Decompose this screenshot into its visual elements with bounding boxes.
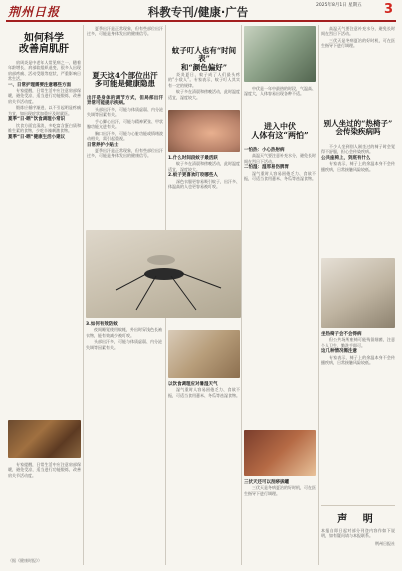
food-photo <box>8 420 81 458</box>
article-4-title-line2: 人体有这“两怕” <box>251 129 309 140</box>
article-3-subhead: 3.如何有效防蚊 <box>86 322 118 327</box>
article-2-para: 手心脚心出汗，可能与精神紧张、甲状腺功能亢进有关。 <box>87 118 163 129</box>
article-5-title-line2: 会传染疾病吗 <box>335 127 381 137</box>
article-2-para: 头部出汗多，可能与体质虚弱、内分泌失调等因素有关。 <box>86 339 162 350</box>
article-3-para: 炎炎夏日，蚊子成了人们最头疼的“小敌人”。专家表示，蚊子叮人其实有一定的规律。 <box>168 72 240 88</box>
notice-title: 声 明 <box>337 514 379 525</box>
article-5-para: 但公共场所座椅可能残留细菌，注意个人卫生、勤洗手即可。 <box>321 337 395 348</box>
article-3-subhead: 2.蚊子更喜欢叮咬哪些人 <box>168 173 218 179</box>
skin-bite-photo <box>168 110 240 152</box>
article-3-subhead: 1.什么时间段蚊子最活跃 <box>168 156 218 161</box>
article-4-subhead: 三伏天还可以刮痧拔罐 <box>244 480 289 485</box>
article-1-para: 肩周炎是中老年人常见病之一，随着年龄增长，肩部软组织退变，很多人出现肩部疼痛、活动受限等症状，严重影响日常生活。 <box>8 60 81 81</box>
article-3-title-line1: 蚊子叮人也有“时间表” <box>171 46 237 64</box>
article-4-para: 高温天气要注意补充水分，避免长时间在烈日下活动。 <box>244 153 316 164</box>
notice-credit: 荆州日报社 <box>375 540 395 546</box>
article-5-para: 高温天气要注意补充水分，避免长时间在烈日下活动。 <box>321 26 395 37</box>
article-5-body <box>321 144 395 173</box>
article-4-headline <box>244 122 316 140</box>
article-4-subhead: 以饮食调理应对暑湿天气 <box>168 382 218 387</box>
article-3-headline <box>168 47 240 72</box>
article-1-para: 专家提醒，日常生活中应注意肩部保暖，避免受凉，适当进行功能锻炼，改善肩关节活动度。 <box>8 462 81 478</box>
article-4-title-line1: 进入中伏 <box>264 121 296 131</box>
column-divider <box>318 25 319 565</box>
article-5-lead <box>321 26 395 50</box>
article-4-subhead: 二怕湿：湿邪易伤脾胃 <box>244 165 289 171</box>
mosquito-illustration <box>86 230 241 318</box>
article-3-para: 蚊子多在清晨和傍晚活动，此时温度适宜，湿度较大。 <box>168 161 240 172</box>
newspaper-logo: 荆州日报 <box>8 5 61 19</box>
article-5-title-line1: 别人坐过的“热椅子” <box>323 119 393 128</box>
summer-photo <box>244 26 316 82</box>
article-2-lead <box>87 26 163 38</box>
article-4-continued <box>168 382 240 399</box>
article-1-subhead: 夏季“日·晒”健康生活小建议 <box>8 134 66 140</box>
mosquito-photo <box>86 230 241 318</box>
article-5-continued <box>321 332 395 367</box>
article-5-para: 不少人坐到别人刚坐过的椅子时会觉得不舒服，担心会传染疾病。 <box>321 144 395 155</box>
dateline: 2025年8月1日 星期五 <box>316 3 362 8</box>
article-1-para: 专家提醒，日常生活中应注意肩部保暖，避免受凉，适当进行功能锻炼，改善肩关节活动度。 <box>8 87 81 104</box>
article-1-subhead: 夏季“日·晒”饮食调理小常识 <box>8 117 66 123</box>
article-2-para: 胸口出汗多，可能与心脏功能或情绪波动相关，需引起重视。 <box>87 130 163 142</box>
article-1-title-line1: 如何科学 <box>24 33 64 44</box>
article-1-body-continued <box>8 462 81 479</box>
article-2-body <box>87 96 163 160</box>
article-4-subhead: 一怕热：小心热射病 <box>244 148 285 153</box>
article-2-headline <box>86 72 164 89</box>
article-3-lead <box>168 72 240 101</box>
article-5-subhead: 公共座椅上，到底有什么 <box>321 156 371 162</box>
article-1-title-line2: 改善肩肌肝 <box>19 44 69 56</box>
article-2-subhead: 日常养护小贴士 <box>87 142 119 148</box>
soup-photo <box>244 430 316 476</box>
column-divider <box>83 25 84 565</box>
article-5-para: 专家表示，椅子上的余温本身不会传播疾病，日常接触风险较低。 <box>321 161 395 172</box>
article-2-subhead: 出汗是身体的调节方式，但局部出汗异常可能提示疾病。 <box>87 96 163 107</box>
article-2-para: 头部出汗多，可能与体质虚弱、内分泌失调等因素有关。 <box>87 106 163 117</box>
article-2-para: 夏季出汗是正常现象，但有些部位出汗过多，可能是身体发出的健康信号。 <box>87 26 163 37</box>
article-3-body <box>168 156 240 191</box>
article-2-title-line2: 多可能是健康隐患 <box>95 79 155 89</box>
bowl-photo <box>168 330 240 378</box>
article-4-lead <box>244 86 316 98</box>
article-2-title-line1: 夏天这4个部位出汗 <box>92 71 158 80</box>
notice-text: 本报自即日起对部分刊登内容作如下说明，如有疑问请与本报联系。 <box>321 528 395 539</box>
article-1-subhead: 一、日常护理需要注意哪些方面 <box>8 82 71 88</box>
article-3-para: 夜间睡觉使用蚊帐，外出时穿浅色长袖衣物，能有效减少被叮咬。 <box>86 327 162 338</box>
column-divider <box>241 25 242 565</box>
article-4-end <box>244 480 316 497</box>
article-2-para: 夏季出汗是正常现象，但有些部位出汗过多，可能是身体发出的健康信号。 <box>87 148 163 159</box>
article-3-title-line2: 和“颜色偏好” <box>180 62 228 72</box>
article-3-para: 蚊子多在清晨和傍晚活动，此时温度适宜，湿度较大。 <box>168 89 240 100</box>
article-1-body <box>8 60 81 140</box>
masthead-rule <box>6 20 396 22</box>
notice-box <box>321 505 395 566</box>
article-4-para: 中伏是一年中最热的时段，气温高、湿度大，人体容易出现各种不适。 <box>244 86 316 97</box>
chair-photo <box>321 258 395 328</box>
article-5-headline <box>320 120 396 137</box>
article-1-para: 锻炼应循序渐进，以不引起明显疼痛为宜，如出现症状加重应及时就医。 <box>8 105 81 116</box>
article-1-para: 饮食方面宜清淡，多吃富含蛋白质和维生素的食物，少吃辛辣刺激食物。 <box>8 122 81 134</box>
article-4-body <box>244 148 316 183</box>
article-3-continued <box>86 322 162 351</box>
article-4-para: 湿气重时人容易困倦乏力、食欲不振，可适当食用薏米、冬瓜等祛湿食物。 <box>244 170 316 181</box>
article-4-para: 湿气重时人容易困倦乏力、食欲不振，可适当食用薏米、冬瓜等祛湿食物。 <box>168 387 240 398</box>
section-title: 科教专刊/健康·广告 <box>147 5 249 19</box>
article-5-subhead: 坐热椅子会不会得病 <box>321 332 362 337</box>
page-number: 3 <box>384 2 394 17</box>
article-5-subhead: 这几种情况需注意 <box>321 349 357 355</box>
article-5-para: 三伏天是冬病夏治的好时机，可在医生指导下进行调理。 <box>321 38 395 49</box>
article-1-headline <box>8 33 80 55</box>
article-5-para: 专家表示，椅子上的余温本身不会传播疾病，日常接触风险较低。 <box>321 354 395 365</box>
article-1-credit: （据《健康时报》） <box>8 558 42 563</box>
article-4-para: 三伏天是冬病夏治的好时机，可在医生指导下进行调理。 <box>244 485 316 496</box>
article-3-para: 深色衣服更容易吸引蚊子，出汗多、体温高的人也更容易被叮咬。 <box>168 178 240 189</box>
